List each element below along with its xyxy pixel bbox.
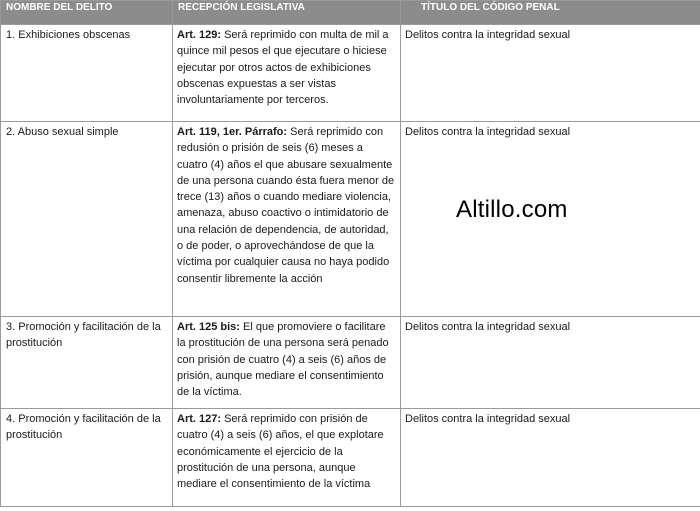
table-row	[1, 25, 700, 122]
article-text: Será reprimido con prisión de cuatro (4) a seis (6) años, el que explotare económicamente el ejercicio de la prostitución de una persona, aunque mediare el consentimiento de la víctima	[177, 413, 384, 491]
code-title: Delitos contra la integridad sexual	[401, 317, 700, 409]
watermark-text: Altillo.com	[456, 196, 568, 223]
table-header-row	[1, 1, 700, 25]
table-row	[1, 409, 700, 507]
article-ref: Art. 127:	[177, 413, 222, 425]
code-title: Delitos contra la integridad sexual	[401, 25, 700, 122]
code-title: Delitos contra la integridad sexual	[401, 122, 700, 317]
article-ref: Art. 125 bis:	[177, 321, 240, 333]
article-ref: Art. 129:	[177, 29, 222, 41]
article-text: El que promoviere o facilitare la prostitución de una persona será penado con prisión de cuatro (4) a seis (6) años de prisión, aunque mediare el consentimiento de la víctima.	[177, 321, 389, 399]
article-ref: Art. 119, 1er. Párrafo:	[177, 126, 288, 138]
table-row	[1, 122, 700, 317]
crime-name: 2. Abuso sexual simple	[1, 122, 173, 317]
crime-name: 1. Exhibiciones obscenas	[1, 25, 173, 122]
table-row	[1, 317, 700, 409]
crime-name: 3. Promoción y facilitación de la prostitución	[1, 317, 173, 409]
header-penal-code-title: TÍTULO DEL CÓDIGO PENAL	[401, 1, 700, 25]
header-legislative-reception: RECEPCIÓN LEGISLATIVA	[173, 1, 401, 25]
legislative-text	[173, 317, 401, 409]
code-title: Delitos contra la integridad sexual	[401, 409, 700, 507]
crime-name: 4. Promoción y facilitación de la prostitución	[1, 409, 173, 507]
article-text: Será reprimido con multa de mil a quince mil pesos el que ejecutare o hiciese ejecutar por otros actos de exhibiciones obscenas expuestas a ser vistas involuntariamente por terceros.	[177, 29, 389, 107]
article-text: Será reprimido con redusión o prisión de seis (6) meses a cuatro (4) años el que abusare sexualmente de una persona cuando ésta fuera menor de trece (13) años o cuando mediare violencia, amenaza, abuso coactivo o intimidatorio de una relación de dependencia, de autoridad, o de poder, o aprovechándose de que la víctima por cualquier causa no haya podido consentir libremente la acción	[177, 126, 395, 285]
header-crime-name: NOMBRE DEL DELITO	[1, 1, 173, 25]
legislative-text	[173, 409, 401, 507]
legislative-text	[173, 122, 401, 317]
legislative-text	[173, 25, 401, 122]
